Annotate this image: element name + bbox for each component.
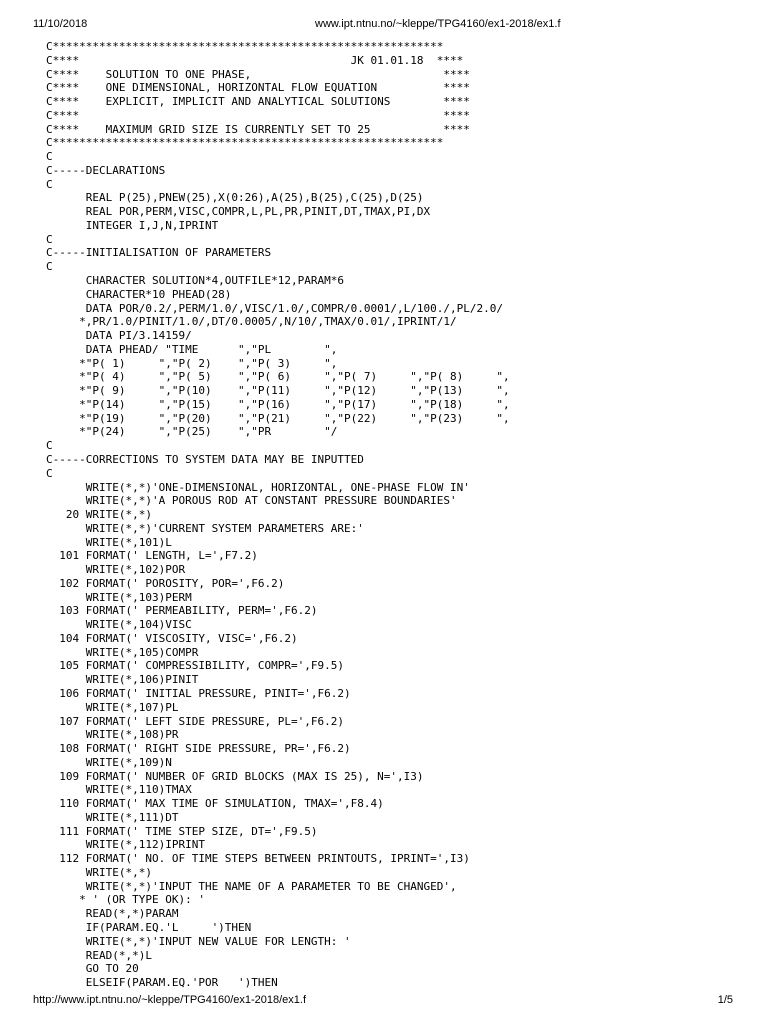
code-line: 112 FORMAT(' NO. OF TIME STEPS BETWEEN PRINTOUTS, IPRINT=',I3) <box>46 852 470 866</box>
code-line: 108 FORMAT(' RIGHT SIDE PRESSURE, PR=',F6.2) <box>46 742 351 756</box>
code-line: REAL P(25),PNEW(25),X(0:26),A(25),B(25),C(25),D(25) <box>46 191 424 205</box>
code-line: WRITE(*,105)COMPR <box>46 645 199 659</box>
code-line: WRITE(*,108)PR <box>46 728 179 742</box>
code-line: DATA PHEAD/ "TIME ","PL ", <box>46 342 338 356</box>
code-line: WRITE(*,106)PINIT <box>46 673 199 687</box>
code-line: DATA POR/0.2/,PERM/1.0/,VISC/1.0/,COMPR/0.0001/,L/100./,PL/2.0/ <box>46 301 503 315</box>
code-line: WRITE(*,109)N <box>46 755 172 769</box>
code-line: WRITE(*,107)PL <box>46 700 179 714</box>
code-line: C*********************************************************** <box>46 40 444 53</box>
code-line: REAL POR,PERM,VISC,COMPR,L,PL,PR,PINIT,DT,TMAX,PI,DX <box>46 205 431 219</box>
code-line: 102 FORMAT(' POROSITY, POR=',F6.2) <box>46 576 285 590</box>
code-line: C**** EXPLICIT, IMPLICIT AND ANALYTICAL SOLUTIONS **** <box>46 95 470 109</box>
code-line: WRITE(*,103)PERM <box>46 590 192 604</box>
code-line: C <box>46 150 53 164</box>
code-line: WRITE(*,*)'INPUT THE NAME OF A PARAMETER TO BE CHANGED', <box>46 879 457 893</box>
code-line: C**** ONE DIMENSIONAL, HORIZONTAL FLOW EQUATION **** <box>46 81 470 95</box>
code-line: C-----INITIALISATION OF PARAMETERS <box>46 246 272 260</box>
code-line: READ(*,*)PARAM <box>46 907 179 921</box>
code-line: READ(*,*)L <box>46 948 152 962</box>
code-line: C <box>46 177 53 191</box>
code-line: WRITE(*,*) <box>46 865 152 879</box>
code-line: 110 FORMAT(' MAX TIME OF SIMULATION, TMAX=',F8.4) <box>46 797 384 811</box>
code-line: *"P(14) ","P(15) ","P(16) ","P(17) ","P(18) ", <box>46 397 510 411</box>
print-footer-url: http://www.ipt.ntnu.no/~kleppe/TPG4160/ex1-2018/ex1.f <box>33 994 307 1006</box>
code-line: 111 FORMAT(' TIME STEP SIZE, DT=',F9.5) <box>46 824 318 838</box>
code-line: *"P(24) ","P(25) ","PR "/ <box>46 425 338 439</box>
code-line: CHARACTER SOLUTION*4,OUTFILE*12,PARAM*6 <box>46 274 345 288</box>
print-date: 11/10/2018 <box>33 18 88 30</box>
code-line: WRITE(*,*)'CURRENT SYSTEM PARAMETERS ARE:' <box>46 521 364 535</box>
fortran-source-code <box>46 40 746 990</box>
code-line: INTEGER I,J,N,IPRINT <box>46 218 219 232</box>
code-line: ELSEIF(PARAM.EQ.'POR ')THEN <box>46 976 278 990</box>
code-line: C-----CORRECTIONS TO SYSTEM DATA MAY BE INPUTTED <box>46 452 364 466</box>
page-number: 1/5 <box>717 994 733 1006</box>
code-line: C**** MAXIMUM GRID SIZE IS CURRENTLY SET TO 25 **** <box>46 122 470 136</box>
code-line: CHARACTER*10 PHEAD(28) <box>46 287 232 301</box>
code-line: 109 FORMAT(' NUMBER OF GRID BLOCKS (MAX IS 25), N=',I3) <box>46 769 424 783</box>
code-line: WRITE(*,110)TMAX <box>46 783 192 797</box>
code-line: 103 FORMAT(' PERMEABILITY, PERM=',F6.2) <box>46 604 318 618</box>
code-line: 101 FORMAT(' LENGTH, L=',F7.2) <box>46 549 258 563</box>
code-line: 105 FORMAT(' COMPRESSIBILITY, COMPR=',F9.5) <box>46 659 345 673</box>
code-line: *"P( 1) ","P( 2) ","P( 3) ", <box>46 356 338 370</box>
code-line: 104 FORMAT(' VISCOSITY, VISC=',F6.2) <box>46 631 298 645</box>
code-line: WRITE(*,111)DT <box>46 810 179 824</box>
code-line: IF(PARAM.EQ.'L ')THEN <box>46 921 252 934</box>
code-line: * ' (OR TYPE OK): ' <box>46 893 205 907</box>
code-line: *"P(19) ","P(20) ","P(21) ","P(22) ","P(23) ", <box>46 411 510 425</box>
code-line: *"P( 9) ","P(10) ","P(11) ","P(12) ","P(13) ", <box>46 384 510 398</box>
code-line: C <box>46 232 53 246</box>
code-line: 107 FORMAT(' LEFT SIDE PRESSURE, PL=',F6.2) <box>46 714 345 728</box>
code-line: C <box>46 260 53 274</box>
code-line: C*********************************************************** <box>46 136 444 150</box>
code-line: WRITE(*,*)'INPUT NEW VALUE FOR LENGTH: ' <box>46 934 351 948</box>
code-line: *"P( 4) ","P( 5) ","P( 6) ","P( 7) ","P( 8) ", <box>46 370 510 384</box>
code-line: 106 FORMAT(' INITIAL PRESSURE, PINIT=',F6.2) <box>46 686 351 700</box>
code-line: GO TO 20 <box>46 962 139 976</box>
code-line: WRITE(*,*)'A POROUS ROD AT CONSTANT PRESSURE BOUNDARIES' <box>46 494 457 508</box>
print-header-url: www.ipt.ntnu.no/~kleppe/TPG4160/ex1-2018/ex1.f <box>315 18 561 30</box>
code-line: WRITE(*,102)POR <box>46 563 186 577</box>
code-line: DATA PI/3.14159/ <box>46 329 192 343</box>
print-header <box>0 0 768 30</box>
code-line: C-----DECLARATIONS <box>46 163 166 177</box>
code-line: C <box>46 466 53 480</box>
code-line: 20 WRITE(*,*) <box>46 508 152 522</box>
code-line: WRITE(*,101)L <box>46 535 172 549</box>
code-line: WRITE(*,112)IPRINT <box>46 838 205 852</box>
print-footer <box>0 990 768 1024</box>
code-line: WRITE(*,104)VISC <box>46 618 192 632</box>
code-line: *,PR/1.0/PINIT/1.0/,DT/0.0005/,N/10/,TMAX/0.01/,IPRINT/1/ <box>46 315 457 329</box>
code-line: C**** SOLUTION TO ONE PHASE, **** <box>46 67 470 81</box>
code-line: C**** **** <box>46 108 470 122</box>
code-line: C <box>46 439 53 453</box>
code-line: C**** JK 01.01.18 **** <box>46 53 464 67</box>
code-line: WRITE(*,*)'ONE-DIMENSIONAL, HORIZONTAL, ONE-PHASE FLOW IN' <box>46 480 470 494</box>
